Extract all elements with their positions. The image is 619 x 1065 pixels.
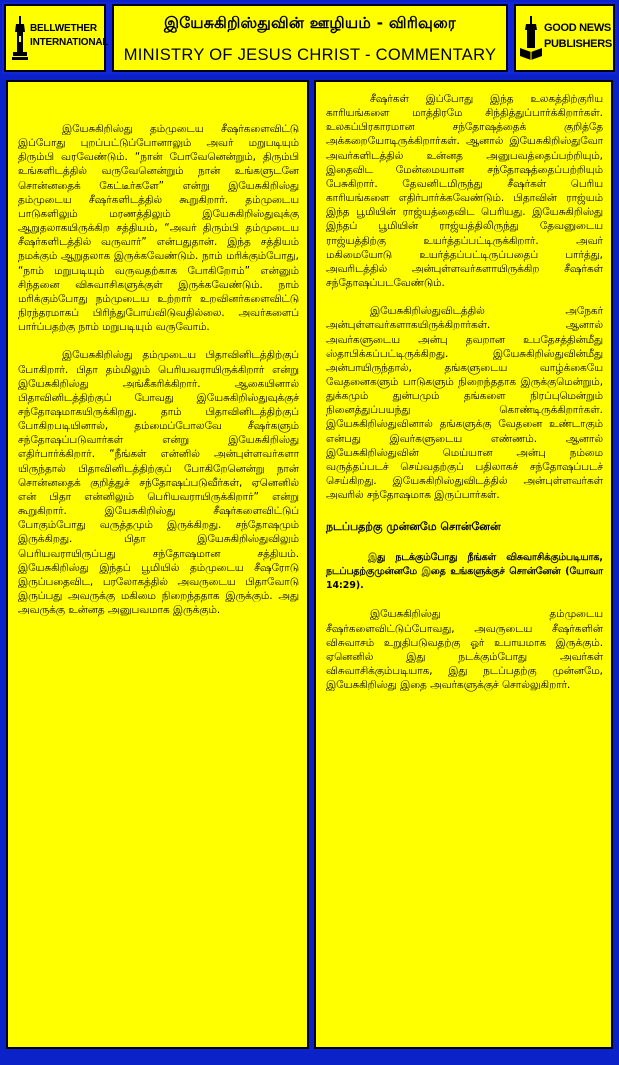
left-column <box>6 80 309 1049</box>
right-logo-line2: PUBLISHERS <box>544 38 612 50</box>
page-title-tamil: இயேசுகிறிஸ்துவின் ஊழியம் - விரிவுரை <box>164 14 456 32</box>
good-news-logo <box>514 4 615 72</box>
section-heading: நடப்பதற்கு முன்னமே சொன்னேன் <box>326 520 501 534</box>
right-column <box>314 80 613 1049</box>
right-paragraph-1: சீஷர்கள் இப்போது இந்த உலகத்திற்குரிய காரியங்களை மாத்திரமே சிந்தித்துப்பார்க்கிறார்கள். உலகப்பிரகாரமான சந்தோஷத்தைக் குறித்தே அக்கறையோடிருக்கிறார்கள். ஆனால் இயேசுகிறிஸ்துவோ அவர்களிடத்தில் உன்னத அனுபவத்தைப்பற்றியும், இதைவிட மேன்மையான சந்தோஷத்தைப்பற்றியும் பேசுகிறார். தேவனிடமிருந்து சீஷர்கள் பெரிய காரியங்களை எதிர்பார்க்கவேண்டும். பிதாவின் ராஜ்யம் இந்த பூமியின் ராஜ்யத்தைவிட பெரியது. இயேசுகிறிஸ்து இந்தப் பூமியின் ராஜ்யத்திலிருந்து தேவனுடைய ராஜ்யத்திற்கு உயர்த்தப்பட்டிருக்கிறார். அவர் மகிமையோடு உயர்த்தப்பட்டிருப்பதைப் பார்த்து, அவரிடத்தில் அன்புள்ளவர்களாயிருக்கிற சீஷர்கள் சந்தோஷப்படவேண்டும். <box>326 93 603 290</box>
bellwether-logo <box>4 4 109 72</box>
right-paragraph-3: இயேசுகிறிஸ்து தம்முடைய சீஷர்களைவிட்டுப்போவது, அவருடைய சீஷர்களின் விசுவாசம் உறுதிபடுவதற்கு ஓர் உபாயமாக இருக்கும். ஏனெனில் இது நடக்கும்போது அவர்கள் விசுவாசிக்கும்படியாக, இது நடப்பதற்கு முன்னமே, இயேசுகிறிஸ்து இதை அவர்களுக்குச் சொல்லுகிறார். <box>326 608 603 692</box>
right-paragraph-2: இயேசுகிறிஸ்துவிடத்தில் அநேகர் அன்புள்ளவர்களாகயிருக்கிறார்கள். ஆனால் அவர்களுடைய அன்பு தவறான உபதேசத்தின்மீது ஸ்தாபிக்கப்பட்டிருக்கிறது. இயேசுகிறிஸ்துவின்மீது அன்பாயிருந்தால், தங்களுடைய வாழ்க்கையே வேதனைகளும் பாடுகளும் நிறைந்ததாக இருக்குமென்றும், துக்கமும் துன்பமும் தங்களை நிரப்புமென்றும் நினைத்துப்பயந்து கொண்டிருக்கிறார்கள். இயேசுகிறிஸ்துவினால் தங்களுக்கு வேதனை உண்டாகும் என்பது இவர்களுடைய எண்ணம். ஆனால் இயேசுகிறிஸ்துவின் மெய்யான அன்பு நம்மை வருத்தப்படச் செய்வதற்குப் பதிலாகச் சந்தோஷப்படச் செய்கிறது. இயேசுகிறிஸ்துவிடத்தில் அன்புள்ளவர்கள் அவரில் சந்தோஷமாக இருப்பார்கள். <box>326 305 603 502</box>
scripture-quote: இது நடக்கும்போது நீங்கள் விசுவாசிக்கும்படியாக, நடப்பதற்குமுன்னமே இதை உங்களுக்குச் சொன்னேன் (யோவா 14:29). <box>326 552 603 592</box>
page-title-english: MINISTRY OF JESUS CHRIST - COMMENTARY <box>123 46 497 64</box>
bellwether-tower-icon <box>12 16 28 62</box>
left-logo-line2: INTERNATIONAL <box>30 37 109 48</box>
left-logo-line1: BELLWETHER <box>30 23 97 34</box>
footer-bar <box>0 1052 619 1065</box>
left-paragraph-2: இயேசுகிறிஸ்து தம்முடைய பிதாவினிடத்திற்குப் போகிறார். பிதா தம்மிலும் பெரியவராயிருக்கிறார் என்று இயேசுகிறிஸ்து அங்கீகரிக்கிறார். ஆகையினால் பிதாவினிடத்திற்குப் போவது இயேசுகிறிஸ்துவுக்குச் சந்தோஷமாகயிருக்கிறது. தாம் பிதாவினிடத்திற்குப் போகிறபடியினால், தம்மைப்போலவே சீஷர்களும் சந்தோஷப்படுவார்கள் என்று இயேசுகிறிஸ்து எதிர்பார்க்கிறார். “நீங்கள் என்னில் அன்புள்ளவர்களா யிருந்தால் பிதாவினிடத்திற்குப் போகிறேனென்று நான் சொன்னதைக் குறித்துச் சந்தோஷப்படுவீர்கள், ஏனெனில் என் பிதா என்னிலும் பெரியவராயிருக்கிறார்” என்று கூறுகிறார். இயேசுகிறிஸ்து சீஷர்களைவிட்டுப் போகும்போது வருத்தமும் இருக்கிறது. சந்தோஷமும் இருக்கிறது. பிதா இயேசுகிறிஸ்துவிலும் பெரியவராயிருப்பது சந்தோஷமான சத்தியம். இயேசுகிறிஸ்து இந்தப் பூமியில் தம்முடைய சீஷரோடு இருப்பதைவிட, பரலோகத்தில் அவருடைய பிதாவோடு இருப்பது அவருக்கு மகிமை நிறைந்ததாக இருக்கும். அது அவருக்கு உன்னத அனுபவமாக இருக்கும். <box>18 349 299 617</box>
right-logo-line1: GOOD NEWS <box>544 22 611 34</box>
book-tower-icon <box>520 16 542 62</box>
header-bar <box>2 2 617 74</box>
left-paragraph-1: இயேசுகிறிஸ்து தம்முடைய சீஷர்களைவிட்டு இப்போது புறப்பட்டுப்போனாலும் அவர் மறுபடியும் திரும்பி வரவேண்டும். “நான் போவேனென்றும், திரும்பி உங்களிடத்தில் வருவேனென்றும் நான் உங்களுடனே சொன்னதைக் கேட்டீர்களே” என்று இயேசுகிறிஸ்து தம்முடைய சீஷர்களிடத்தில் கூறுகிறார். தம்முடைய பாடுகளிலும் மரணத்திலும் இயேசுகிறிஸ்துவுக்கு ஆறுதலாகயிருக்கிற சத்தியம், “அவர் திரும்பி தம்முடைய சீஷர்களிடத்தில் வருவார்” என்பதுதான். இந்த சத்தியம் நமக்கும் ஆறுதலாக இருக்கவேண்டும். நாம் மரிக்கும்போது, “நாம் மறுபடியும் வருவதற்காக போகிறோம்” என்னும் சிந்தனை விசுவாசிகளுக்குள் இருக்கவேண்டும். நாம் மரிக்கும்போது நம்முடைய உற்றார் உறவினர்களைவிட்டு நிரந்தரமாகப் பிரிந்துபோய்விடுவதில்லை. அவர்களைப் பார்ப்பதற்கு நாம் மறுபடியும் வருவோம். <box>18 123 299 334</box>
title-box <box>112 4 508 72</box>
